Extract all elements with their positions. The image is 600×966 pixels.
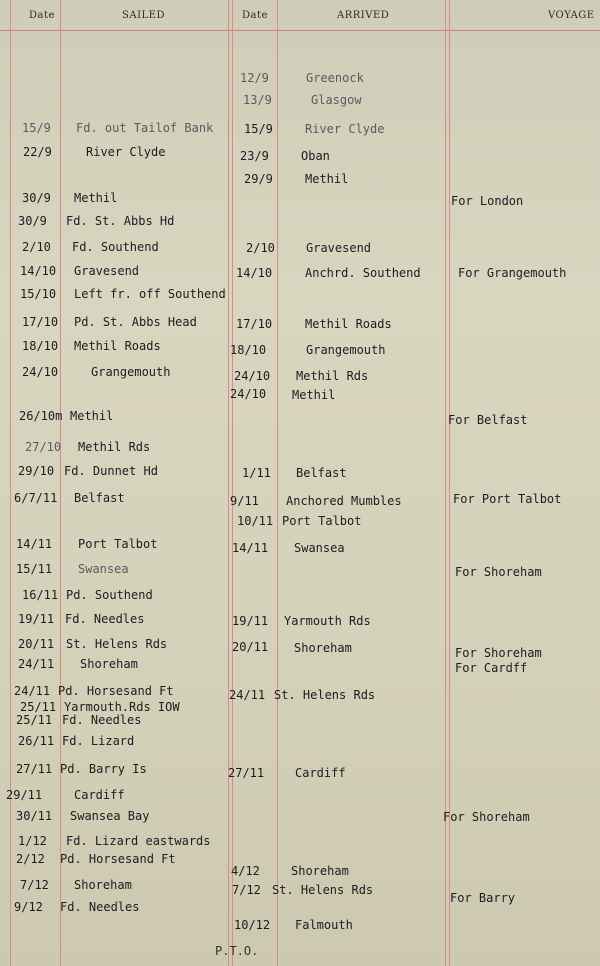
header-sailed: SAILED xyxy=(122,10,165,21)
sailed-place: Pd. Southend xyxy=(66,588,153,602)
sailed-place: Swansea xyxy=(78,562,129,576)
sailed-date: 30/11 xyxy=(16,809,53,823)
arrived-date: 24/10 xyxy=(234,369,271,383)
sailed-date: 24/11 xyxy=(14,684,51,698)
sailed-date: 26/10m xyxy=(19,409,63,423)
arrived-date: 24/10 xyxy=(230,387,267,401)
sailed-place: St. Helens Rds xyxy=(66,637,168,651)
voyage: For Shoreham xyxy=(455,565,542,579)
sailed-date: 25/11 xyxy=(20,700,57,714)
arrived-place: Falmouth xyxy=(295,918,353,932)
arrived-date: 29/9 xyxy=(244,172,273,186)
arrived-place: Swansea xyxy=(294,541,345,555)
arrived-place: Gravesend xyxy=(306,241,372,255)
sailed-place: Cardiff xyxy=(74,788,125,802)
voyage: For Shoreham xyxy=(443,810,530,824)
arrived-place: Grangemouth xyxy=(306,343,386,357)
sailed-place: Pd. St. Abbs Head xyxy=(74,315,197,329)
arrived-place: Yarmouth Rds xyxy=(284,614,371,628)
sailed-date: 15/11 xyxy=(16,562,53,576)
sailed-place: Grangemouth xyxy=(91,365,171,379)
sailed-place: Methil xyxy=(70,409,114,423)
sailed-date: 30/9 xyxy=(18,214,47,228)
sailed-date: 18/10 xyxy=(22,339,59,353)
sailed-date: 15/10 xyxy=(20,287,57,301)
arrived-date: 12/9 xyxy=(240,71,269,85)
arrived-date: 14/11 xyxy=(232,541,269,555)
sailed-place: Swansea Bay xyxy=(70,809,150,823)
voyage: For London xyxy=(451,194,524,208)
arrived-date: 10/11 xyxy=(237,514,274,528)
sailed-date: 17/10 xyxy=(22,315,59,329)
arrived-date: 2/10 xyxy=(246,241,275,255)
voyage: For Port Talbot xyxy=(453,492,562,506)
voyage: For Cardff xyxy=(455,661,528,675)
sailed-date: 16/11 xyxy=(22,588,59,602)
arrived-place: Methil xyxy=(305,172,349,186)
sailed-place: Yarmouth.Rds IOW xyxy=(64,700,180,714)
sailed-place: Port Talbot xyxy=(78,537,158,551)
sailed-place: Pd. Barry Is xyxy=(60,762,147,776)
arrived-date: 15/9 xyxy=(244,122,273,136)
sailed-date: 29/10 xyxy=(18,464,55,478)
sailed-place: Shoreham xyxy=(80,657,138,671)
sailed-date: 14/11 xyxy=(16,537,53,551)
arrived-place: Methil xyxy=(292,388,336,402)
arrived-date: 17/10 xyxy=(236,317,273,331)
sailed-place: Methil Rds xyxy=(78,440,151,454)
arrived-date: 19/11 xyxy=(232,614,269,628)
sailed-date: 2/12 xyxy=(16,852,45,866)
sailed-date: 14/10 xyxy=(20,264,57,278)
arrived-place: River Clyde xyxy=(305,122,385,136)
sailed-date: 22/9 xyxy=(23,145,52,159)
sailed-date: 19/11 xyxy=(18,612,55,626)
page-turn-note: P.T.O. xyxy=(215,944,259,958)
sailed-place: Fd. Lizard xyxy=(62,734,135,748)
voyage: For Barry xyxy=(450,891,516,905)
sailed-place: Pd. Horsesand Ft xyxy=(58,684,174,698)
arrived-place: Cardiff xyxy=(295,766,346,780)
sailed-date: 26/11 xyxy=(18,734,55,748)
arrived-place: Port Talbot xyxy=(282,514,362,528)
sailed-place: Gravesend xyxy=(74,264,140,278)
header-arrived: ARRIVED xyxy=(337,10,390,21)
arrived-date: 18/10 xyxy=(230,343,267,357)
voyage: For Grangemouth xyxy=(458,266,567,280)
voyage: For Shoreham xyxy=(455,646,542,660)
arrived-date: 23/9 xyxy=(240,149,269,163)
voyage: For Belfast xyxy=(448,413,528,427)
arrived-date: 7/12 xyxy=(232,883,261,897)
sailed-date: 27/10 xyxy=(25,440,62,454)
sailed-place: Fd. Lizard eastwards xyxy=(66,834,211,848)
arrived-date: 14/10 xyxy=(236,266,273,280)
ledger-rule xyxy=(277,0,278,966)
arrived-date: 10/12 xyxy=(234,918,271,932)
sailed-date: 6/7/11 xyxy=(14,491,58,505)
arrived-place: Shoreham xyxy=(294,641,352,655)
sailed-date: 25/11 xyxy=(16,713,53,727)
sailed-date: 9/12 xyxy=(14,900,43,914)
arrived-date: 24/11 xyxy=(229,688,266,702)
arrived-date: 1/11 xyxy=(242,466,271,480)
header-voyage: VOYAGE xyxy=(548,10,595,21)
ledger-rule xyxy=(10,0,11,966)
sailed-place: Methil xyxy=(74,191,118,205)
sailed-date: 24/11 xyxy=(18,657,55,671)
sailed-place: Fd. Needles xyxy=(60,900,140,914)
sailed-place: Shoreham xyxy=(74,878,132,892)
sailed-place: Methil Roads xyxy=(74,339,161,353)
sailed-place: Fd. St. Abbs Hd xyxy=(66,214,175,228)
sailed-date: 1/12 xyxy=(18,834,47,848)
sailed-date: 27/11 xyxy=(16,762,53,776)
sailed-place: Fd. out Tailof Bank xyxy=(76,121,214,135)
sailed-date: 7/12 xyxy=(20,878,49,892)
sailed-place: Left fr. off Southend xyxy=(74,287,226,301)
sailed-date: 30/9 xyxy=(22,191,51,205)
arrived-place: Oban xyxy=(301,149,330,163)
sailed-place: Fd. Dunnet Hd xyxy=(64,464,158,478)
sailed-place: Fd. Southend xyxy=(72,240,159,254)
header-date-arrived: Date xyxy=(242,10,268,21)
arrived-place: Glasgow xyxy=(311,93,362,107)
arrived-place: Anchrd. Southend xyxy=(305,266,421,280)
sailed-place: Pd. Horsesand Ft xyxy=(60,852,176,866)
arrived-date: 13/9 xyxy=(243,93,272,107)
arrived-place: Methil Rds xyxy=(296,369,369,383)
sailed-place: Fd. Needles xyxy=(65,612,145,626)
header-date-sailed: Date xyxy=(29,10,55,21)
arrived-date: 27/11 xyxy=(228,766,265,780)
ledger-rule xyxy=(60,0,61,966)
arrived-place: Methil Roads xyxy=(305,317,392,331)
sailed-place: Belfast xyxy=(74,491,125,505)
sailed-date: 15/9 xyxy=(22,121,51,135)
arrived-place: Belfast xyxy=(296,466,347,480)
sailed-place: River Clyde xyxy=(86,145,166,159)
arrived-place: Greenock xyxy=(306,71,364,85)
sailed-place: Fd. Needles xyxy=(62,713,142,727)
arrived-date: 20/11 xyxy=(232,640,269,654)
arrived-date: 9/11 xyxy=(230,494,259,508)
arrived-date: 4/12 xyxy=(231,864,260,878)
arrived-place: Anchored Mumbles xyxy=(286,494,402,508)
arrived-place: St. Helens Rds xyxy=(274,688,376,702)
arrived-place: St. Helens Rds xyxy=(272,883,374,897)
sailed-date: 29/11 xyxy=(6,788,43,802)
arrived-place: Shoreham xyxy=(291,864,349,878)
ledger-rule xyxy=(228,0,229,966)
ledger-rule xyxy=(232,0,233,966)
header-rule xyxy=(0,30,600,31)
sailed-date: 24/10 xyxy=(22,365,59,379)
sailed-date: 2/10 xyxy=(22,240,51,254)
sailed-date: 20/11 xyxy=(18,637,55,651)
